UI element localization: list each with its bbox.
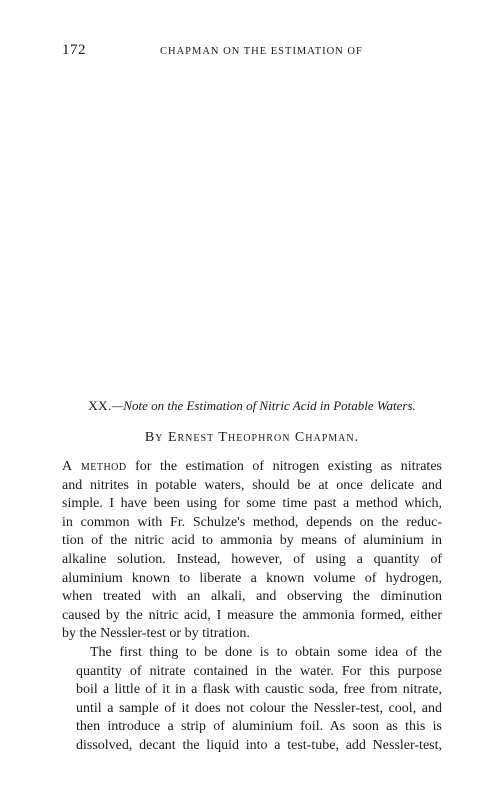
text-line: simple. I have been using for some time past a method which, xyxy=(62,496,442,512)
text-line: then introduce a strip of aluminium foil. As soon as this is xyxy=(76,719,442,735)
text-line: A method for the estimation of nitrogen existing as nitrates xyxy=(62,459,442,474)
page-number: 172 xyxy=(62,42,86,58)
paragraph-2 xyxy=(62,644,442,756)
article-title-text: —Note on the Estimation of Nitric Acid in Potable Waters. xyxy=(111,398,416,413)
text-line: when treated with an alkali, and observing the diminution xyxy=(62,589,442,605)
text-line: in common with Fr. Schulze's method, depends on the reduc- xyxy=(62,514,442,530)
byline: By Ernest Theophron Chapman. xyxy=(144,430,360,445)
text-line: quantity of nitrate contained in the water. For this purpose xyxy=(76,663,442,679)
text-line: alkaline solution. Instead, however, of using a quantity of xyxy=(62,551,442,567)
text-line: and nitrites in potable waters, should be at once delicate and xyxy=(62,477,442,493)
paragraph-1 xyxy=(62,458,442,644)
text-line: The first thing to be done is to obtain some idea of the xyxy=(90,644,442,660)
text-line: until a sample of it does not colour the Nessler-test, cool, and xyxy=(76,700,442,716)
article-body xyxy=(62,458,442,756)
article-number: XX. xyxy=(88,398,112,413)
text-line: tion of the nitric acid to ammonia by means of aluminium in xyxy=(62,533,442,549)
text-line: dissolved, decant the liquid into a test-tube, add Nessler-test, xyxy=(76,737,442,753)
text-line: aluminium known to liberate a known volume of hydrogen, xyxy=(62,570,442,586)
running-head: CHAPMAN ON THE ESTIMATION OF xyxy=(160,46,363,57)
lead-word: A method xyxy=(62,459,127,474)
text-line: boil a little of it in a flask with caustic soda, free from nitrate, xyxy=(76,682,442,698)
article-title xyxy=(62,398,442,414)
text-line: by the Nessler-test or by titration. xyxy=(62,626,250,642)
text-line: caused by the nitric acid, I measure the ammonia formed, either xyxy=(62,607,442,623)
